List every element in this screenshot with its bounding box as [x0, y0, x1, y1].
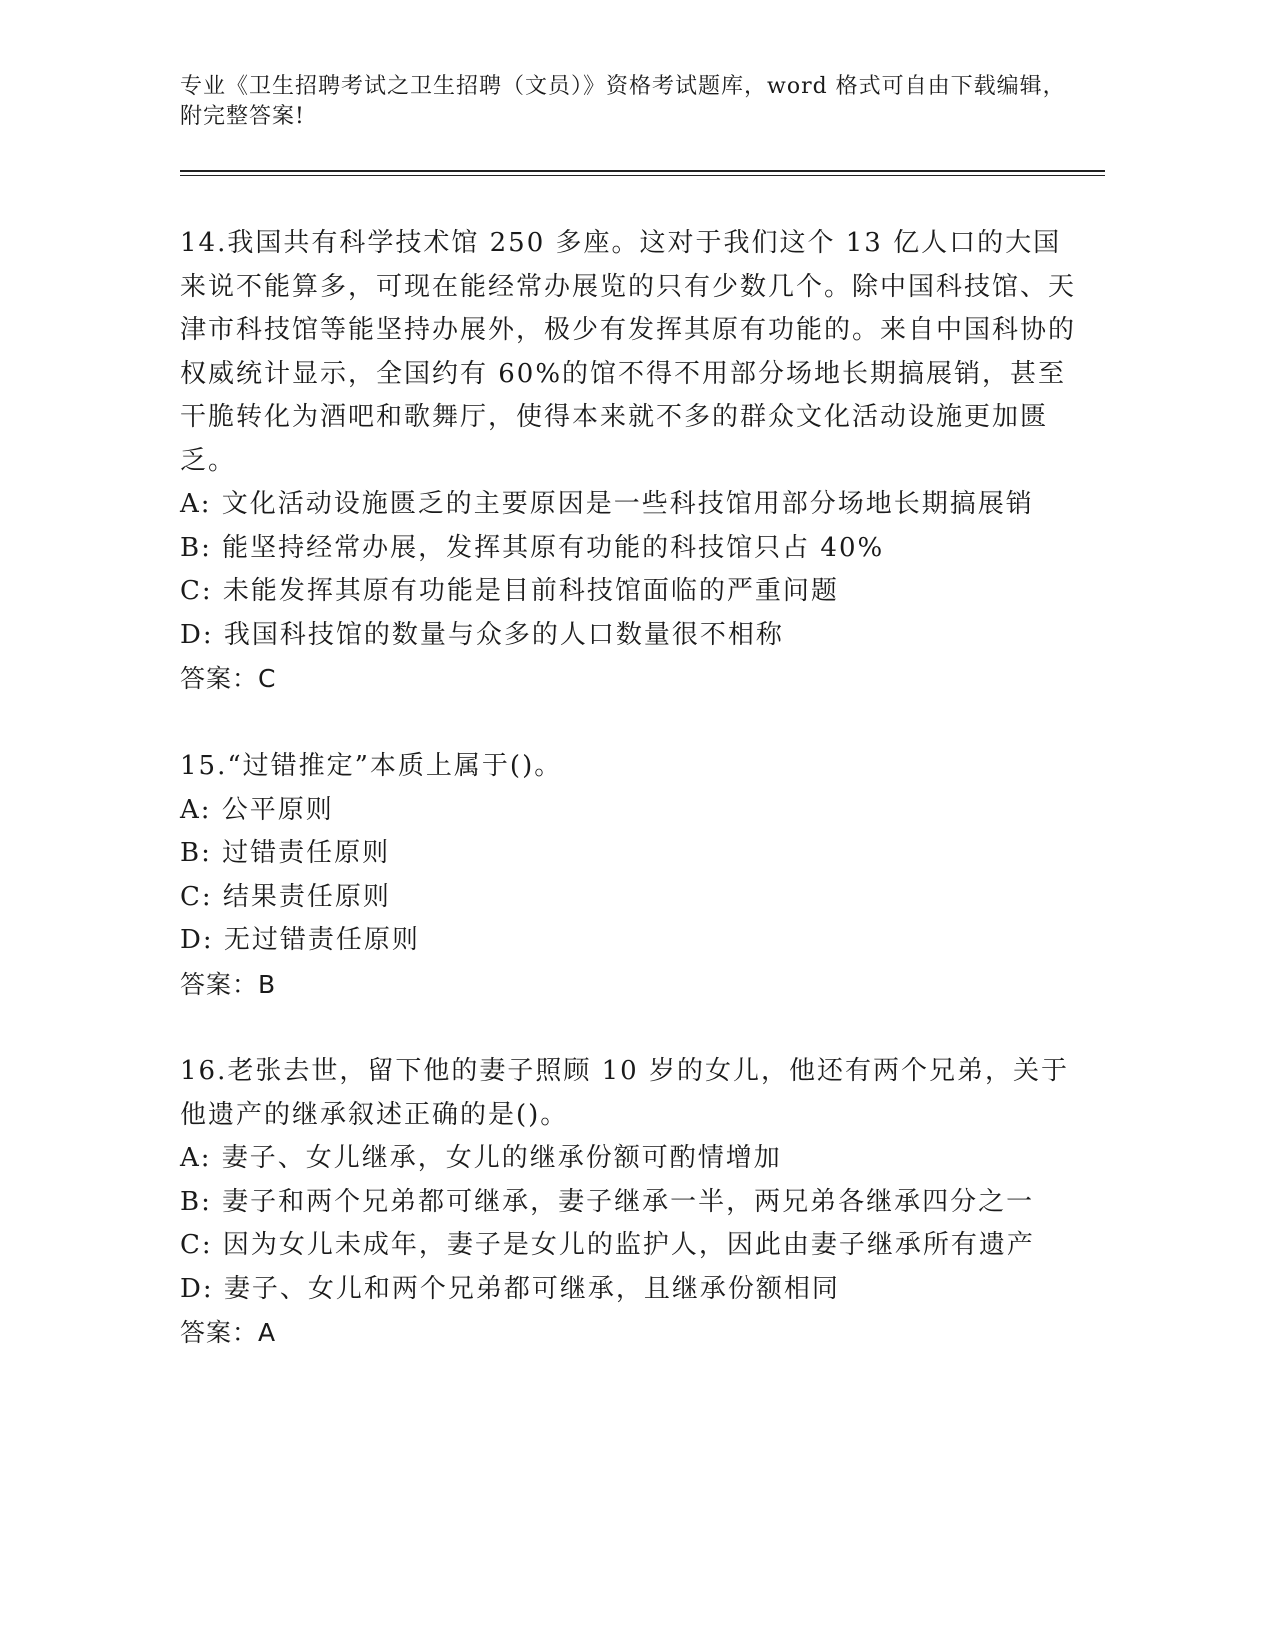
question-stem: 15.“过错推定”本质上属于()。	[180, 751, 563, 781]
option-c: C: 因为女儿未成年，妻子是女儿的监护人，因此由妻子继承所有遗产	[180, 1230, 1035, 1260]
header-divider-thin	[180, 175, 1105, 176]
question-stem: 16.老张去世，留下他的妻子照顾 10 岁的女儿，他还有两个兄弟，关于他遗产的继承叙述正确的是()。	[180, 1056, 1069, 1130]
option-b: B: 能坚持经常办展，发挥其原有功能的科技馆只占 40%	[180, 532, 885, 563]
answer-line: 答案：C	[180, 664, 277, 693]
question-15	[180, 745, 1080, 1006]
option-b: B: 妻子和两个兄弟都可继承，妻子继承一半，两兄弟各继承四分之一	[180, 1186, 1035, 1217]
option-c: C: 结果责任原则	[180, 881, 391, 912]
option-d: D: 无过错责任原则	[180, 925, 420, 955]
document-intro: 专业《卫生招聘考试之卫生招聘（文员）》资格考试题库，word 格式可自由下载编辑，附完整答案!	[180, 74, 1066, 129]
option-d: D: 妻子、女儿和两个兄弟都可继承，且继承份额相同	[180, 1273, 840, 1304]
option-a: A: 妻子、女儿继承，女儿的继承份额可酌情增加	[180, 1143, 782, 1173]
option-a: A: 公平原则	[180, 794, 334, 825]
question-16	[180, 1050, 1080, 1355]
question-stem: 14.我国共有科学技术馆 250 多座。这对于我们这个 13 亿人口的大国来说不能算多，可现在能经常办展览的只有少数几个。除中国科技馆、天津市科技馆等能坚持办展外，极少有发挥其原有功能的。来自中国科协的权威统计显示，全国约有 60%的馆不得不用部分场地长期搞展销，甚至干脆转化为酒吧和歌舞厅，使得本来就不多的群众文化活动设施更加匮乏。	[180, 228, 1077, 476]
header-divider-thick	[180, 170, 1105, 172]
option-b: B: 过错责任原则	[180, 838, 391, 868]
option-c: C: 未能发挥其原有功能是目前科技馆面临的严重问题	[180, 576, 839, 606]
answer-line: 答案：A	[180, 1318, 277, 1347]
option-a: A: 文化活动设施匮乏的主要原因是一些科技馆用部分场地长期搞展销	[180, 489, 1034, 519]
answer-line: 答案：B	[180, 969, 277, 999]
option-d: D: 我国科技馆的数量与众多的人口数量很不相称	[180, 619, 784, 650]
question-14	[180, 222, 1080, 701]
